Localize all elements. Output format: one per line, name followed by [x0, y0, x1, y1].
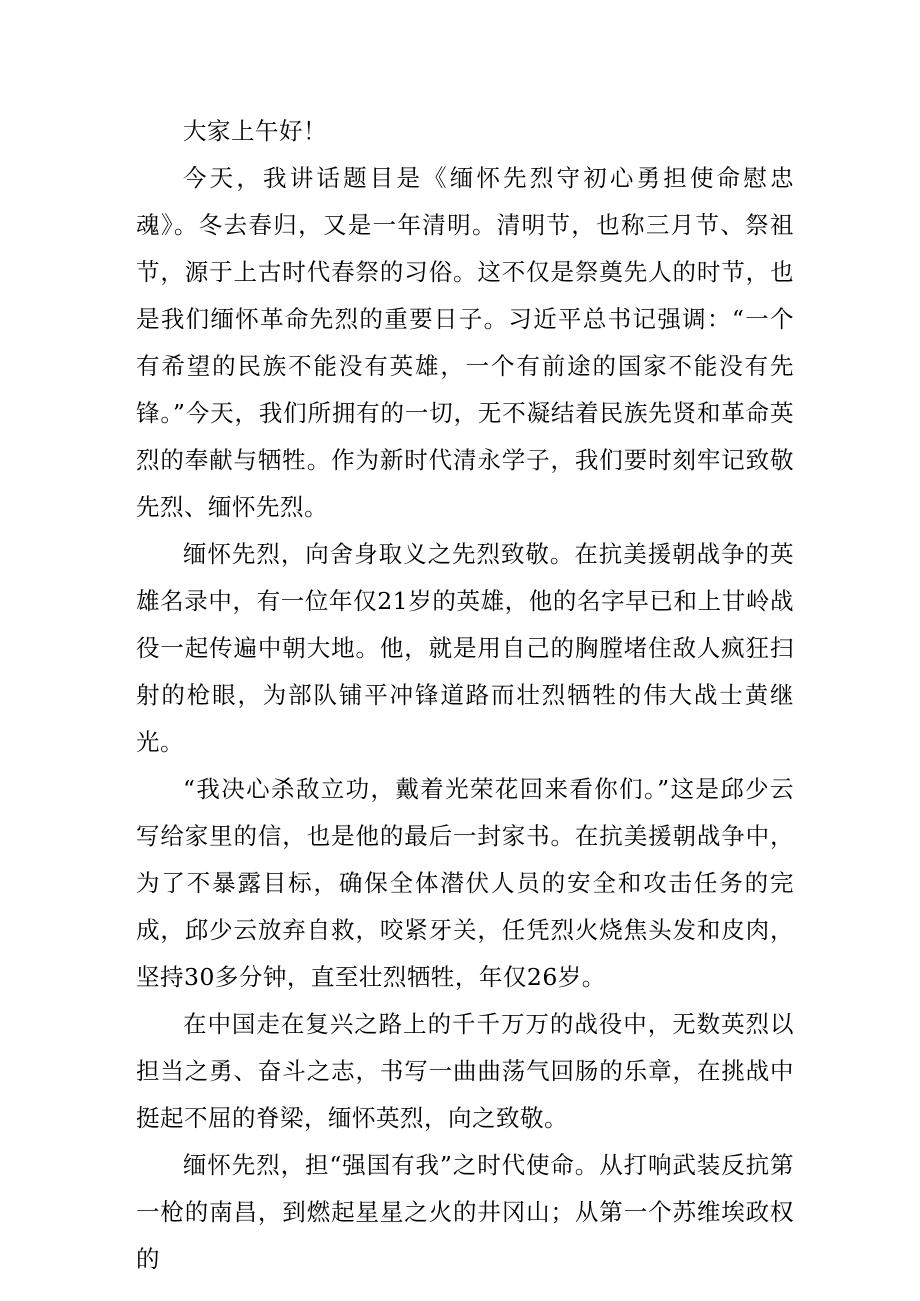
qiu-shaoyun-paragraph: “我决心杀敌立功，戴着光荣花回来看你们。”这是邱少云写给家里的信，也是他的最后一封家书。在抗美援朝战争中，为了不暴露目标，确保全体潜伏人员的安全和攻击任务的完成，邱少云放弃自救，咬紧牙关，任凭烈火烧焦头发和皮肉，坚持30多分钟，直至壮烈牺牲，年仅26岁。 [136, 775, 794, 991]
greeting-paragraph: 大家上午好！ [183, 117, 327, 145]
huang-jiguang-paragraph: 缅怀先烈，向舍身取义之先烈致敬。在抗美援朝战争的英雄名录中，有一位年仅21岁的英雄，他的名字早已和上甘岭战役一起传遍中朝大地。他，就是用自己的胸膛堵住敌人疯狂扫射的枪眼，为部队铺平冲锋道路而壮烈牺牲的伟大战士黄继光。 [136, 540, 794, 756]
mission-paragraph: 缅怀先烈，担“强国有我”之时代使命。从打响武装反抗第一枪的南昌，到燃起星星之火的井冈山；从第一个苏维埃政权的 [136, 1151, 794, 1273]
heroes-tribute-paragraph: 在中国走在复兴之路上的千千万万的战役中，无数英烈以担当之勇、奋斗之志，书写一曲曲荡气回肠的乐章，在挑战中挺起不屈的脊梁，缅怀英烈，向之致敬。 [136, 1010, 794, 1132]
intro-paragraph: 今天，我讲话题目是《缅怀先烈守初心勇担使命慰忠魂》。冬去春归，又是一年清明。清明节，也称三月节、祭祖节，源于上古时代春祭的习俗。这不仅是祭奠先人的时节，也是我们缅怀革命先烈的重要日子。习近平总书记强调：“一个有希望的民族不能没有英雄，一个有前途的国家不能没有先锋。”今天，我们所拥有的一切，无不凝结着民族先贤和革命英烈的奉献与牺牲。作为新时代清永学子，我们要时刻牢记致敬先烈、缅怀先烈。 [136, 164, 794, 521]
speech-body [136, 108, 794, 1283]
